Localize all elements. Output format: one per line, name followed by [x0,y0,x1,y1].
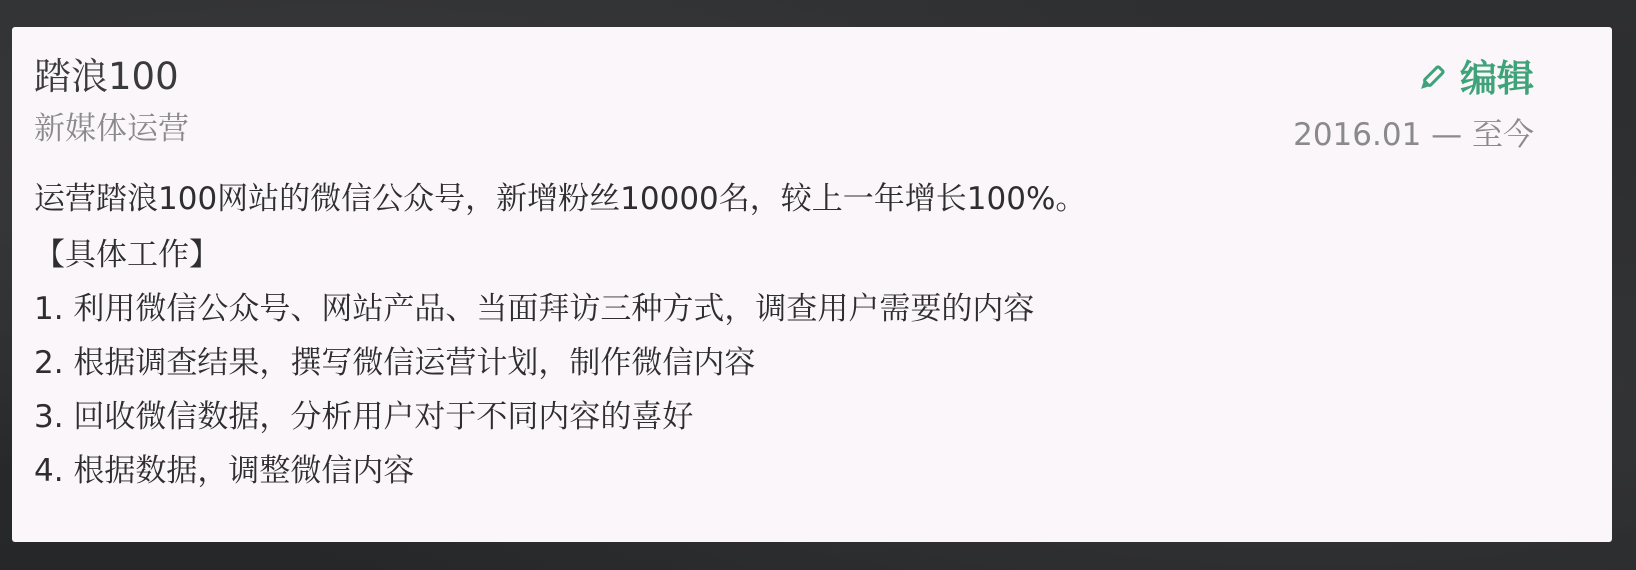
employment-period: 2016.01 — 至今 [1293,117,1534,153]
work-details-heading: 【具体工作】 [34,237,220,273]
work-item: 4. 根据数据，调整微信内容 [34,453,415,489]
experience-card [12,27,1612,542]
work-item: 3. 回收微信数据，分析用户对于不同内容的喜好 [34,399,694,435]
job-position: 新媒体运营 [34,111,189,147]
experience-summary: 运营踏浪100网站的微信公众号，新增粉丝10000名，较上一年增长100%。 [34,181,1087,217]
work-item: 2. 根据调查结果，撰写微信运营计划，制作微信内容 [34,345,756,381]
pencil-icon [1416,64,1446,94]
company-name: 踏浪100 [34,55,179,98]
work-item: 1. 利用微信公众号、网站产品、当面拜访三种方式，调查用户需要的内容 [34,291,1035,327]
work-details-list [34,289,1034,505]
edit-button[interactable] [1416,57,1534,101]
edit-label: 编辑 [1460,57,1534,100]
